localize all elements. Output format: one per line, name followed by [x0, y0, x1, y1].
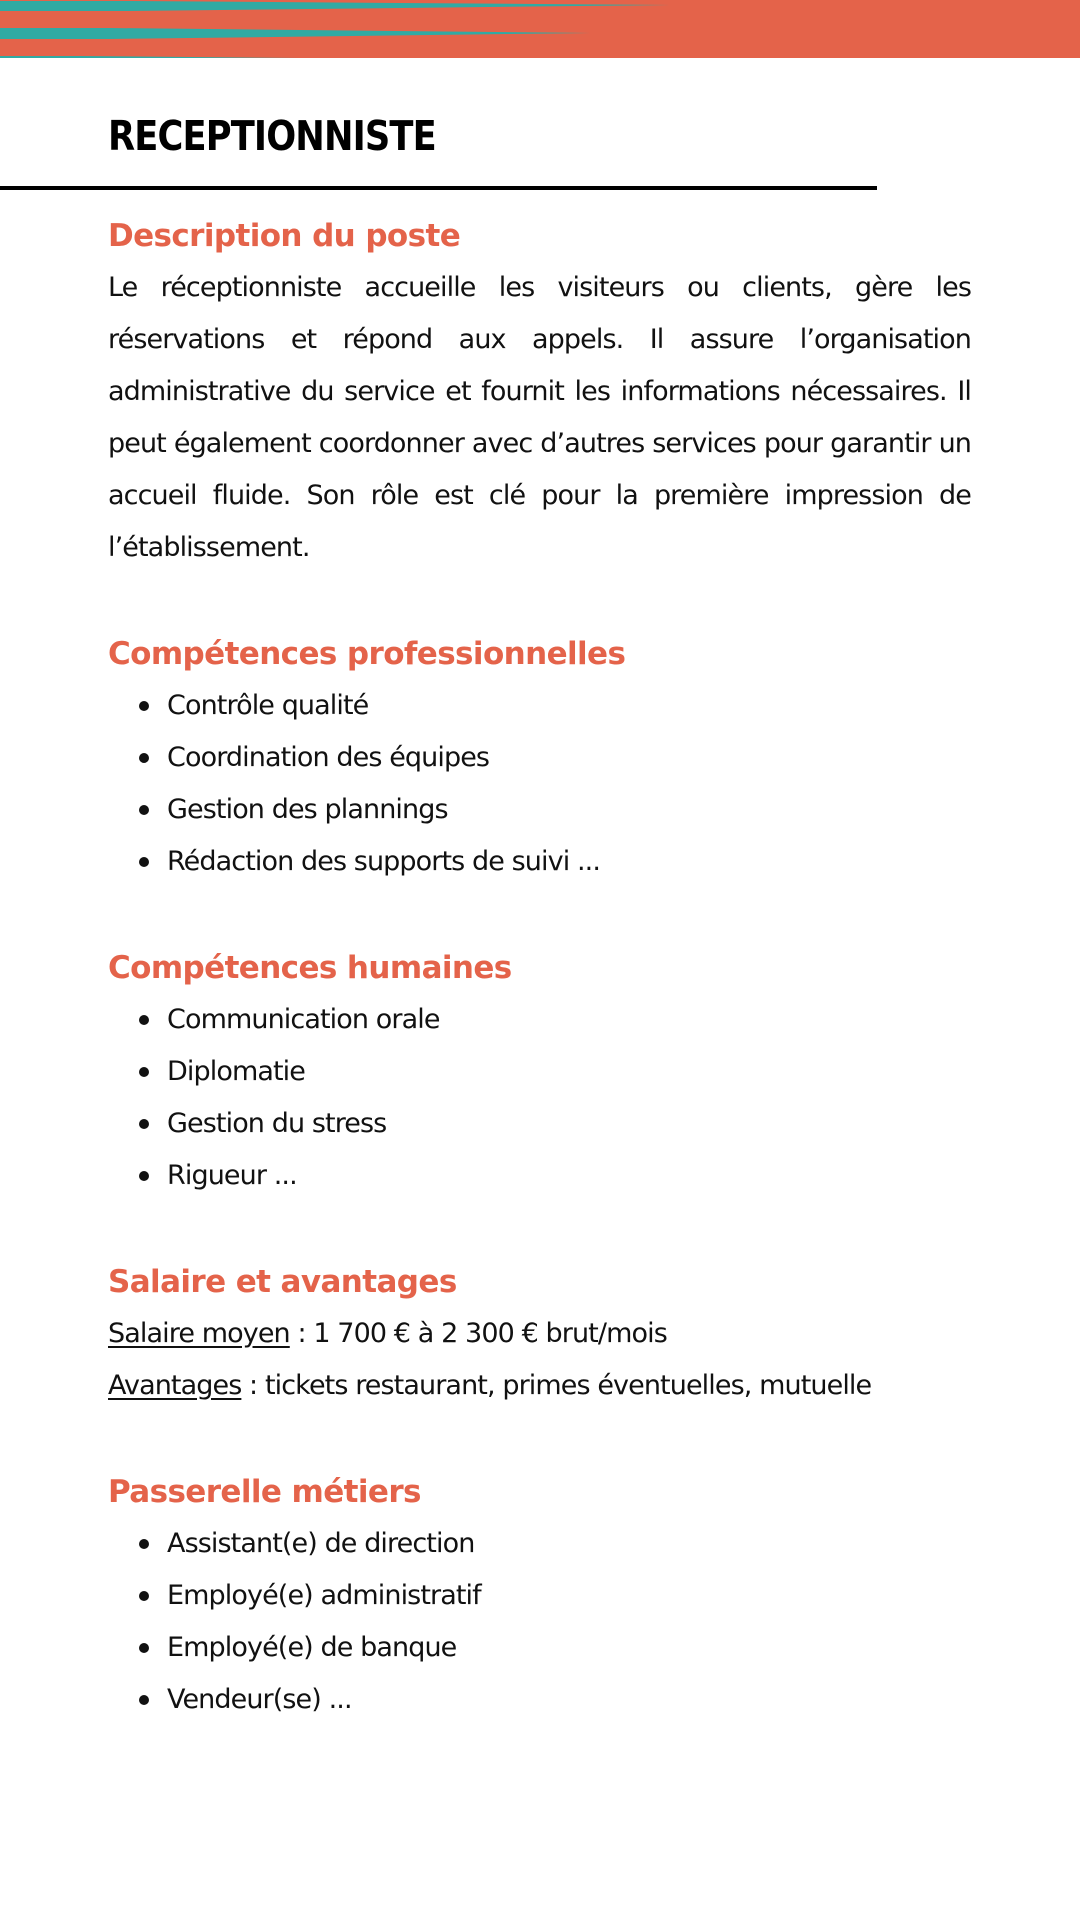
header-banner [0, 0, 1080, 58]
list-item [108, 732, 971, 784]
bullet-icon [139, 1695, 149, 1705]
benefits-value: tickets restaurant, primes éventuelles, mutuelle [264, 1370, 872, 1401]
bullet-icon [139, 1643, 149, 1653]
list-item-label: Gestion des plannings [167, 794, 448, 825]
bullet-icon [139, 1591, 149, 1601]
section-description [108, 210, 971, 574]
list-item-label: Gestion du stress [167, 1108, 387, 1139]
bullet-icon [139, 1171, 149, 1181]
separator: : [241, 1370, 265, 1401]
salary-value: 1 700 € à 2 300 € brut/mois [313, 1318, 667, 1349]
benefits-label: Avantages [108, 1370, 242, 1401]
list-item-label: Assistant(e) de direction [167, 1528, 475, 1559]
title-divider [0, 186, 877, 190]
section-heading: Compétences professionnelles [108, 636, 626, 672]
bullet-icon [139, 857, 149, 867]
salary-line [108, 1308, 971, 1360]
list-item-label: Contrôle qualité [167, 690, 369, 721]
decorative-stripes-icon [0, 0, 1080, 58]
list-item [108, 1150, 971, 1202]
section-salary [108, 1256, 971, 1412]
section-heading: Salaire et avantages [108, 1264, 457, 1300]
list-item [108, 994, 971, 1046]
list-item [108, 1518, 971, 1570]
list-item-label: Rigueur ... [167, 1160, 297, 1191]
list-item [108, 784, 971, 836]
job-sheet-content [108, 210, 971, 1726]
benefits-line [108, 1360, 971, 1412]
list-item-label: Diplomatie [167, 1056, 305, 1087]
professional-skills-list [108, 680, 971, 888]
section-career-paths [108, 1466, 971, 1726]
bullet-icon [139, 1015, 149, 1025]
list-item [108, 1570, 971, 1622]
bullet-icon [139, 701, 149, 711]
career-paths-list [108, 1518, 971, 1726]
bullet-icon [139, 1119, 149, 1129]
separator: : [289, 1318, 314, 1349]
section-heading: Compétences humaines [108, 950, 512, 986]
bullet-icon [139, 1539, 149, 1549]
description-text: Le réceptionniste accueille les visiteurs ou clients, gère les réservations et répond aux appels. Il assure l’organisation administrative du service et fournit les informations nécessaires. Il peut également coordonner avec d’autres services pour garantir un accueil fluide. Son rôle est clé pour la première impression de l’établissement. [108, 272, 971, 563]
list-item [108, 836, 971, 888]
list-item [108, 1098, 971, 1150]
bullet-icon [139, 753, 149, 763]
list-item-label: Coordination des équipes [167, 742, 490, 773]
list-item [108, 680, 971, 732]
list-item [108, 1622, 971, 1674]
human-skills-list [108, 994, 971, 1202]
section-heading: Description du poste [108, 218, 461, 254]
list-item [108, 1046, 971, 1098]
section-professional-skills [108, 628, 971, 888]
section-heading: Passerelle métiers [108, 1474, 421, 1510]
page-title: RECEPTIONNISTE [108, 112, 436, 160]
list-item [108, 1674, 971, 1726]
bullet-icon [139, 805, 149, 815]
list-item-label: Communication orale [167, 1004, 440, 1035]
section-human-skills [108, 942, 971, 1202]
list-item-label: Employé(e) de banque [167, 1632, 457, 1663]
list-item-label: Rédaction des supports de suivi ... [167, 846, 601, 877]
list-item-label: Employé(e) administratif [167, 1580, 481, 1611]
bullet-icon [139, 1067, 149, 1077]
salary-label: Salaire moyen [108, 1318, 290, 1349]
list-item-label: Vendeur(se) ... [167, 1684, 352, 1715]
